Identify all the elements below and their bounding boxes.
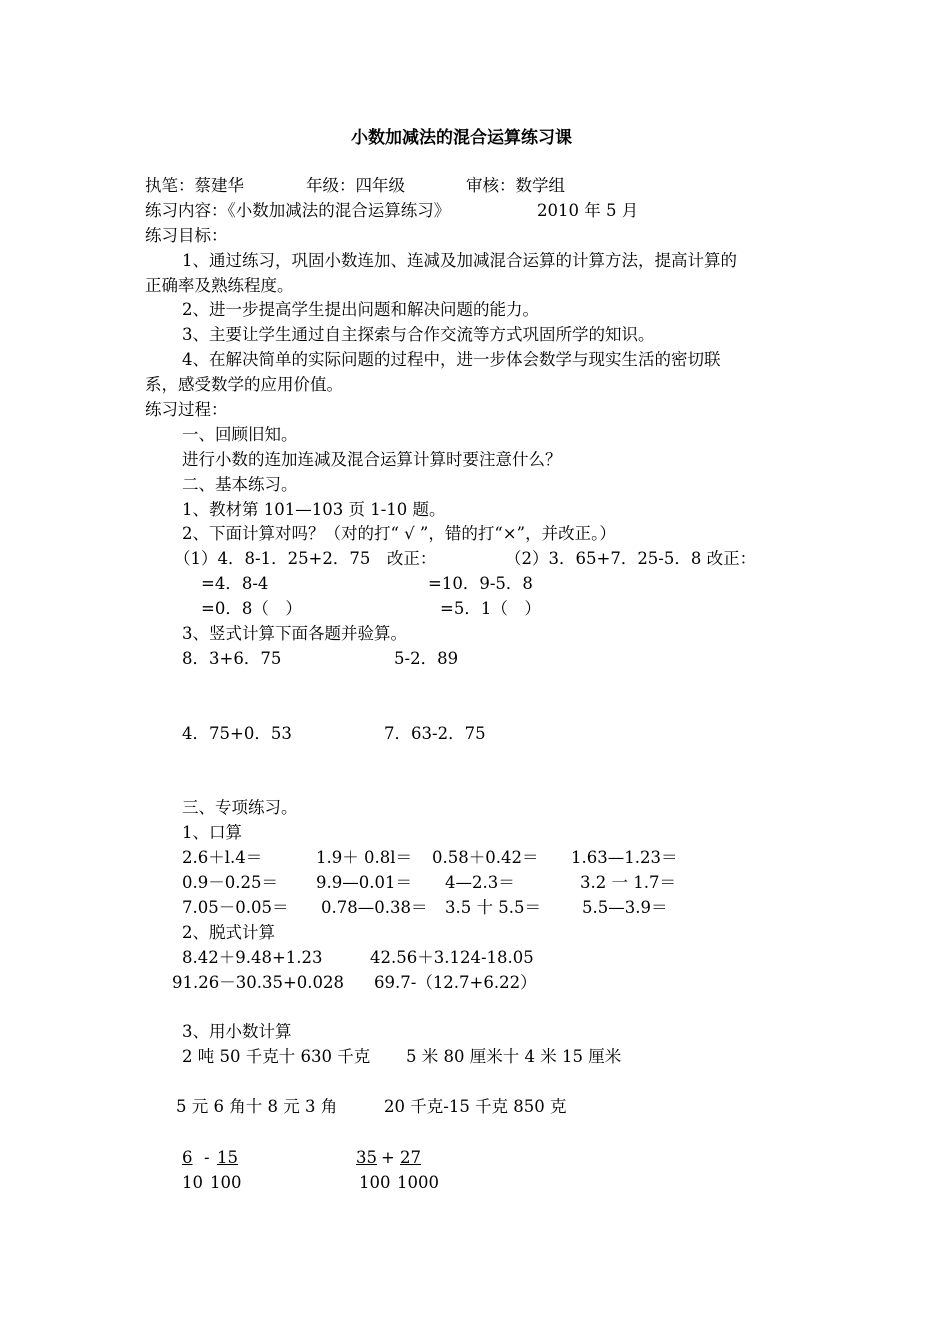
oral-item: 0.9－0.25＝ xyxy=(182,873,278,892)
oral-item: 0.78—0.38＝ xyxy=(321,898,428,917)
fraction-numerator: 35 xyxy=(356,1148,377,1167)
fraction-denominator: 1000 xyxy=(397,1173,439,1192)
date-line: 2010 年 5 月 xyxy=(537,201,639,220)
process-heading: 练习过程： xyxy=(145,400,228,419)
oral-item: 1.9＋ 0.8l＝ xyxy=(316,848,413,867)
oral-item: 5.5—3.9＝ xyxy=(582,898,668,917)
decimal-calc-item: 5 米 80 厘米十 4 米 15 厘米 xyxy=(406,1047,622,1066)
oral-item: 3.5 十 5.5＝ xyxy=(445,898,541,917)
fraction-denominator: 100 xyxy=(359,1173,391,1192)
vertical-calc-2: 5-2．89 xyxy=(394,649,459,668)
goal-3: 3、主要让学生通过自主探索与合作交流等方式巩固所学的知识。 xyxy=(182,325,655,344)
oral-item: 0.58＋0.42＝ xyxy=(432,848,539,867)
oral-item: 7.05－0.05＝ xyxy=(182,898,289,917)
fraction-denominator: 100 xyxy=(210,1173,242,1192)
step-calc-item: 91.26－30.35+0.028 xyxy=(172,973,345,992)
basic-heading: 二、基本练习。 xyxy=(182,475,298,494)
fraction-denominator: 10 xyxy=(182,1173,203,1192)
step-calc-item: 8.42＋9.48+1.23 xyxy=(182,948,323,967)
oral-item: 4—2.3＝ xyxy=(445,873,515,892)
decimal-calc-heading: 3、用小数计算 xyxy=(182,1022,292,1041)
question-1-step-1: =4．8-4 xyxy=(201,574,269,593)
question-2-step-2: =5．1（ ） xyxy=(440,599,541,618)
basic-item-2: 2、下面计算对吗？（对的打“ √ ”，错的打“×”，并改正。） xyxy=(182,524,616,543)
vertical-calc-3: 4．75+0．53 xyxy=(182,724,292,743)
decimal-calc-item: 2 吨 50 千克十 630 千克 xyxy=(182,1047,371,1066)
goal-4-line-1: 4、在解决简单的实际问题的过程中，进一步体会数学与现实生活的密切联 xyxy=(182,350,721,369)
vertical-calc-4: 7．63-2．75 xyxy=(384,724,486,743)
step-calc-item: 42.56＋3.124-18.05 xyxy=(370,948,534,967)
page-title: 小数加减法的混合运算练习课 xyxy=(351,128,572,148)
fraction-operator: - xyxy=(204,1148,210,1167)
goal-1-line-2: 正确率及熟练程度。 xyxy=(145,276,294,295)
special-heading: 三、专项练习。 xyxy=(182,798,298,817)
basic-item-3: 3、竖式计算下面各题并验算。 xyxy=(182,624,407,643)
vertical-calc-1: 8．3+6．75 xyxy=(182,649,282,668)
oral-item: 3.2 一 1.7＝ xyxy=(580,873,676,892)
review-line: 审核：数学组 xyxy=(466,176,565,195)
goal-1-line-1: 1、通过练习，巩固小数连加、连减及加减混合运算的计算方法，提高计算的 xyxy=(182,251,737,270)
review-heading: 一、回顾旧知。 xyxy=(182,425,298,444)
decimal-calc-item: 20 千克-15 千克 850 克 xyxy=(384,1097,567,1116)
step-calc-heading: 2、脱式计算 xyxy=(182,923,275,942)
grade-line: 年级：四年级 xyxy=(306,176,405,195)
fraction-numerator: 6 xyxy=(182,1148,193,1167)
oral-heading: 1、口算 xyxy=(182,823,242,842)
fraction-numerator: 27 xyxy=(400,1148,421,1167)
goals-heading: 练习目标： xyxy=(145,226,228,245)
question-1-step-2: =0．8（ ） xyxy=(201,599,302,618)
question-2-step-1: =10．9-5．8 xyxy=(428,574,533,593)
goal-2: 2、进一步提高学生提出问题和解决问题的能力。 xyxy=(182,300,539,319)
review-question: 进行小数的连加连减及混合运算计算时要注意什么？ xyxy=(182,450,562,469)
goal-4-line-2: 系，感受数学的应用价值。 xyxy=(145,375,343,394)
fraction-operator: + xyxy=(381,1148,395,1167)
fraction-numerator: 15 xyxy=(217,1148,238,1167)
step-calc-item: 69.7-（12.7+6.22） xyxy=(374,973,537,992)
author-line: 执笔：蔡建华 xyxy=(145,176,244,195)
basic-item-1: 1、教材第 101—103 页 1-10 题。 xyxy=(182,500,446,519)
question-2-expression: （2）3．65+7．25-5．8 改正： xyxy=(505,549,757,568)
oral-item: 9.9—0.01＝ xyxy=(316,873,412,892)
question-1-expression: （1）4．8-1．25+2．75 改正： xyxy=(174,549,437,568)
content-line: 练习内容：《小数加减法的混合运算练习》 xyxy=(145,201,451,220)
oral-item: 1.63—1.23＝ xyxy=(571,848,678,867)
oral-item: 2.6＋l.4＝ xyxy=(182,848,263,867)
decimal-calc-item: 5 元 6 角十 8 元 3 角 xyxy=(176,1097,338,1116)
